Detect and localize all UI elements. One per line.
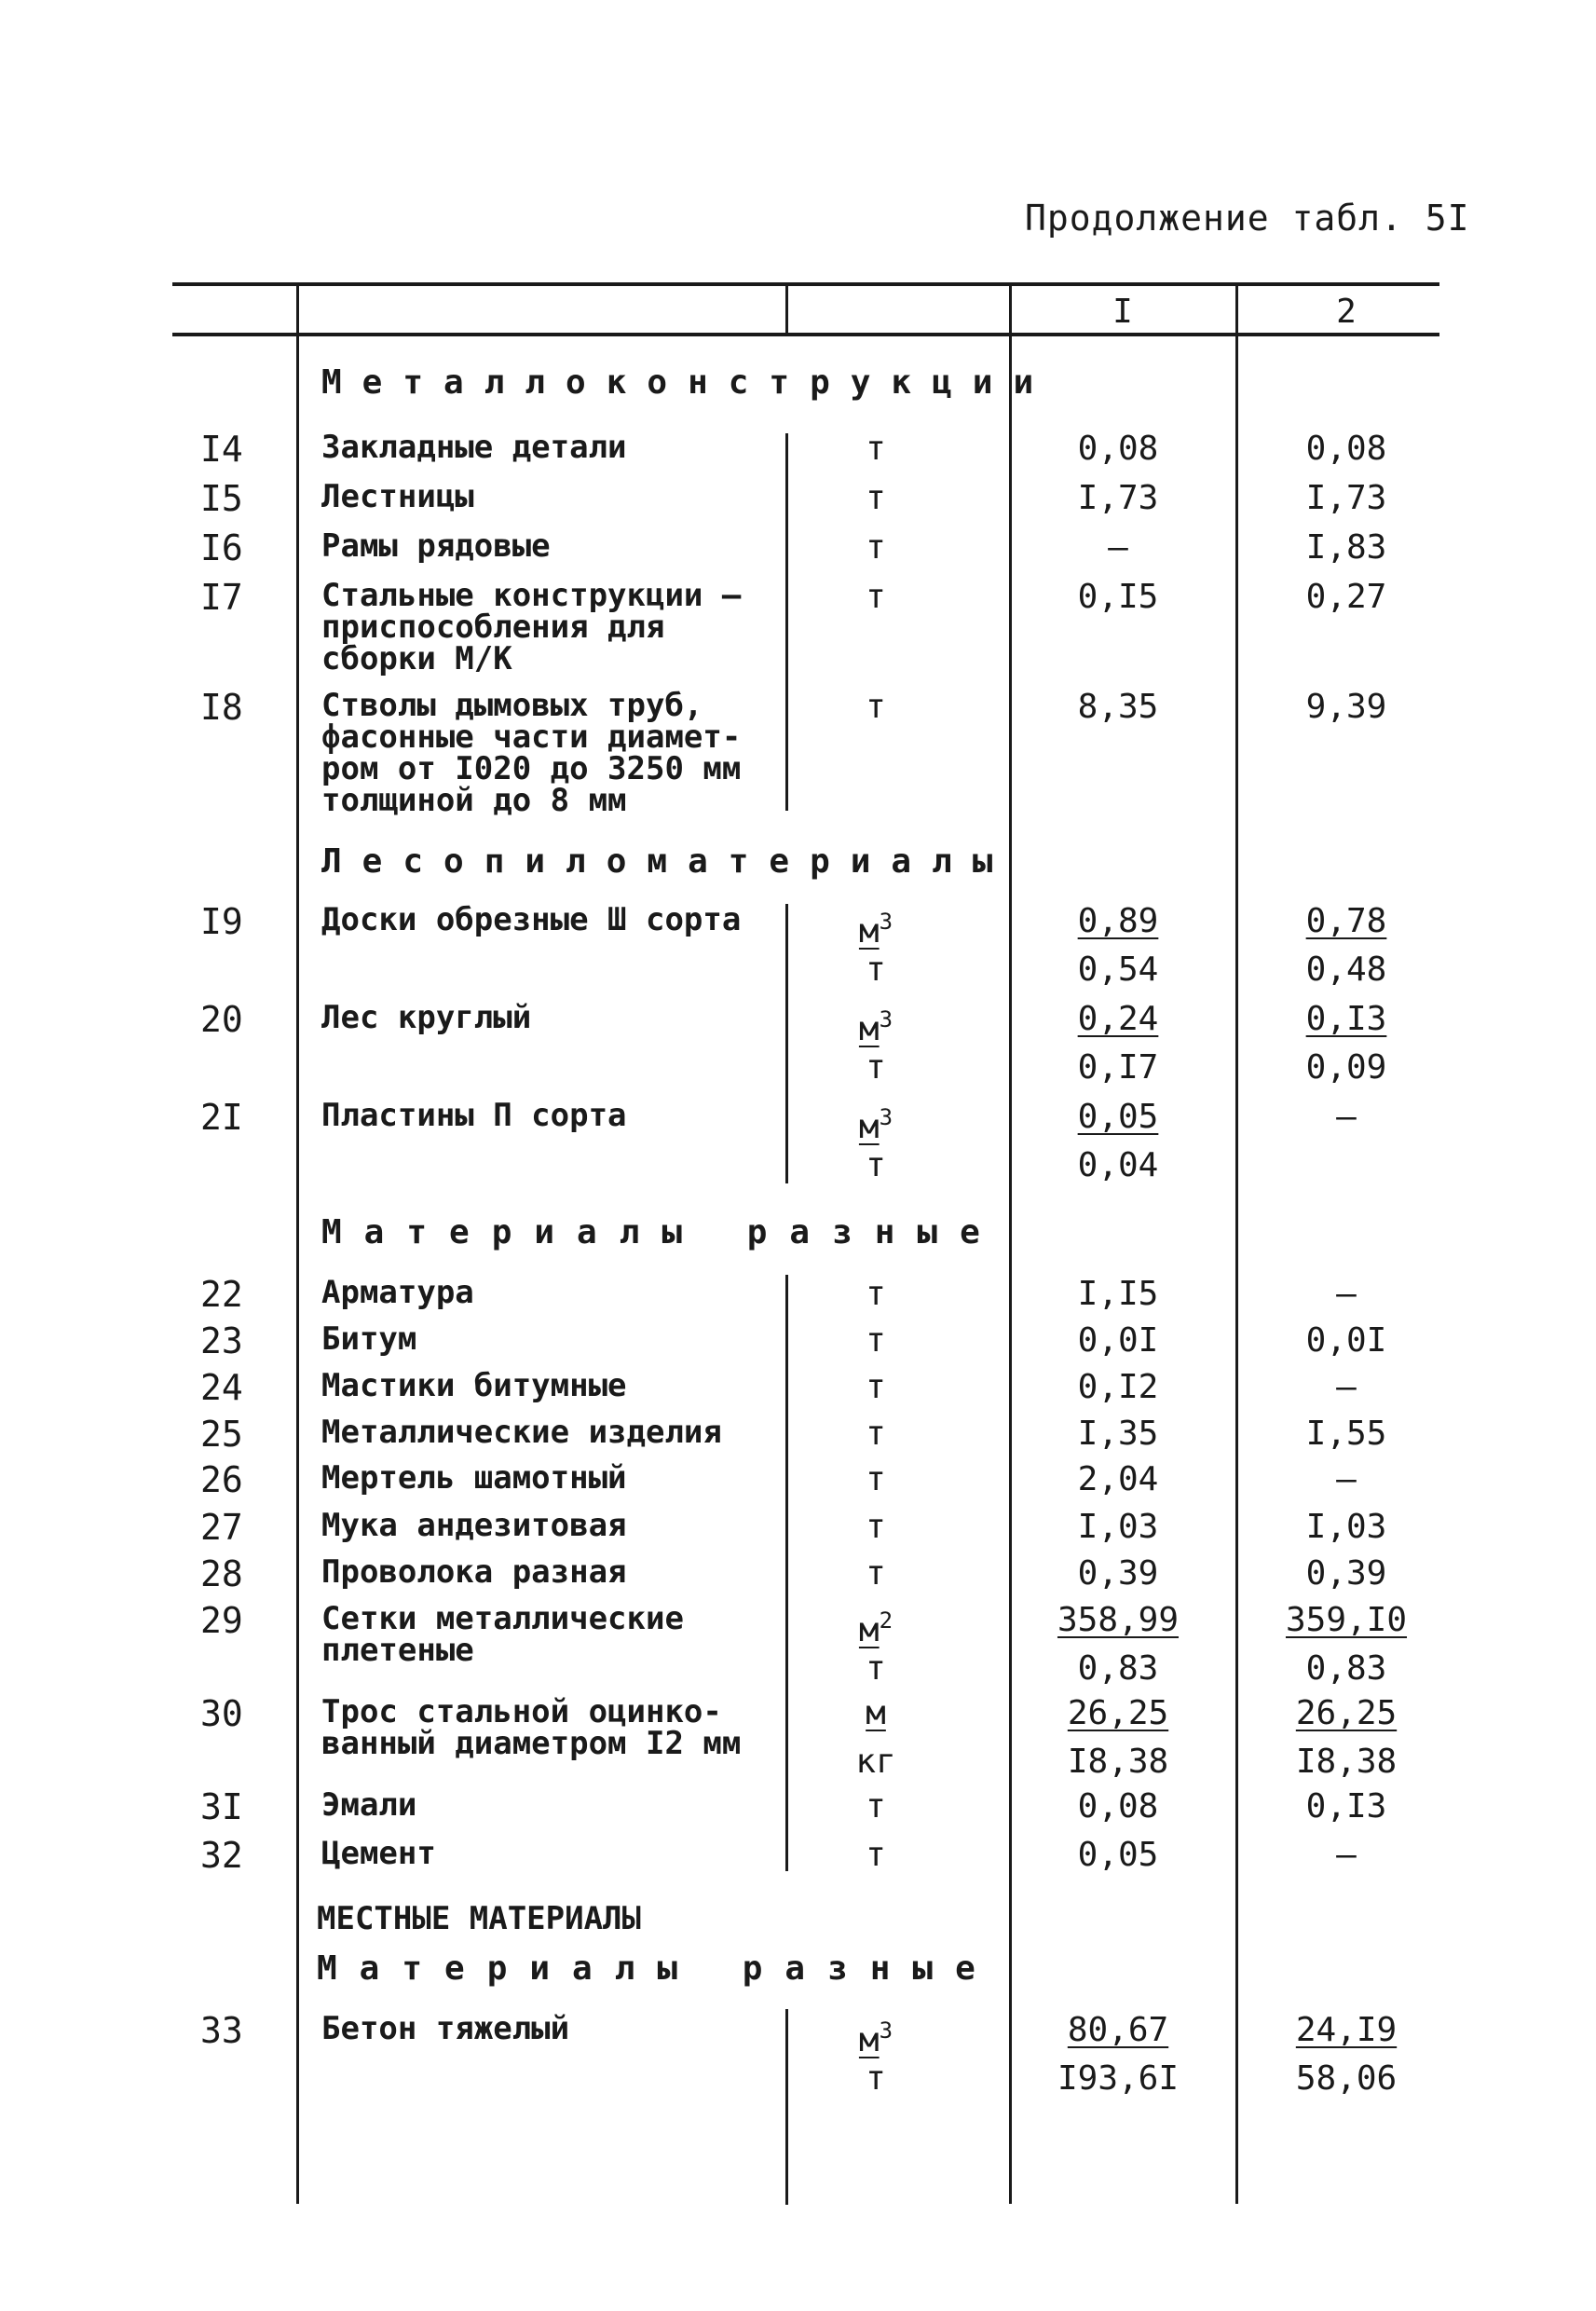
unit-divider-misc bbox=[785, 1275, 788, 1871]
row-unit: $м^3$ bbox=[858, 909, 893, 950]
row-value-col2: – bbox=[1336, 1368, 1357, 1406]
row-number: I4 bbox=[200, 429, 243, 470]
row-unit: т bbox=[866, 1048, 886, 1087]
row-value-col1: 0,0I bbox=[1077, 1321, 1159, 1360]
row-value-col1: 0,04 bbox=[1077, 1146, 1159, 1184]
section-local: МЕСТНЫЕ МАТЕРИАЛЫ bbox=[317, 1900, 641, 1937]
row-name-line: Мертель шамотный bbox=[321, 1459, 627, 1497]
row-number: I8 bbox=[200, 687, 243, 728]
header-col2: 2 bbox=[1336, 293, 1357, 331]
row-value-col2: 9,39 bbox=[1305, 688, 1387, 726]
row-unit: т bbox=[866, 1275, 886, 1313]
row-number: 3I bbox=[200, 1786, 243, 1827]
row-name-line: Лестницы bbox=[321, 478, 474, 515]
row-value-col2: 0,I3 bbox=[1305, 1787, 1387, 1826]
row-name-line: Стальные конструкции – bbox=[321, 577, 742, 614]
column-divider-values bbox=[1009, 282, 1012, 2204]
row-unit: $м^2$ bbox=[858, 1607, 893, 1649]
column-divider-number bbox=[296, 282, 299, 2204]
row-value-col2: 359,I0 bbox=[1285, 1601, 1408, 1639]
row-number: 20 bbox=[200, 999, 243, 1040]
row-unit: $м^3$ bbox=[858, 1104, 893, 1146]
row-name-line: Трос стальной оцинко- bbox=[321, 1693, 722, 1730]
row-name-line: Проволока разная bbox=[321, 1553, 627, 1591]
row-name-line: Рамы рядовые bbox=[321, 527, 551, 565]
row-value-col1: I,I5 bbox=[1077, 1275, 1159, 1313]
row-value-col1: 8,35 bbox=[1077, 688, 1159, 726]
row-value-col1: I93,6I bbox=[1057, 2059, 1180, 2098]
row-number: I9 bbox=[200, 901, 243, 942]
row-unit: м bbox=[866, 1694, 886, 1732]
row-number: I5 bbox=[200, 478, 243, 519]
row-number: 22 bbox=[200, 1274, 243, 1315]
section-wood: Лесопиломатериалы bbox=[321, 842, 1014, 881]
row-value-col2: – bbox=[1336, 1098, 1357, 1136]
row-number: 27 bbox=[200, 1507, 243, 1548]
row-value-col2: I,73 bbox=[1305, 479, 1387, 517]
row-value-col1: 0,83 bbox=[1077, 1649, 1159, 1688]
row-value-col2: 0,08 bbox=[1305, 430, 1387, 468]
row-number: 28 bbox=[200, 1553, 243, 1594]
section-misc-local: Материалы разные bbox=[317, 1949, 998, 1988]
row-value-col1: 26,25 bbox=[1067, 1694, 1169, 1732]
row-value-col2: 0,27 bbox=[1305, 578, 1387, 616]
row-number: 23 bbox=[200, 1320, 243, 1361]
unit-divider-metal bbox=[785, 433, 788, 811]
row-value-col1: 0,I2 bbox=[1077, 1368, 1159, 1406]
column-divider-col2 bbox=[1235, 282, 1238, 2204]
row-value-col1: 2,04 bbox=[1077, 1460, 1159, 1498]
row-name-line: Закладные детали bbox=[321, 429, 627, 466]
row-value-col1: 0,08 bbox=[1077, 430, 1159, 468]
row-unit: т bbox=[866, 479, 886, 517]
row-name-line: ром от I020 до 3250 мм bbox=[321, 750, 742, 787]
row-value-col2: – bbox=[1336, 1275, 1357, 1313]
row-number: 30 bbox=[200, 1693, 243, 1734]
row-value-col2: 26,25 bbox=[1295, 1694, 1398, 1732]
row-unit: т bbox=[866, 1554, 886, 1593]
row-name-line: Металлические изделия bbox=[321, 1414, 722, 1451]
section-misc: Материалы разные bbox=[321, 1213, 1003, 1251]
section-metal: Металлоконструкции bbox=[321, 363, 1055, 402]
row-unit: т bbox=[866, 1787, 886, 1826]
row-unit: т bbox=[866, 1368, 886, 1406]
row-name-line: Пластины П сорта bbox=[321, 1097, 627, 1134]
row-value-col2: 58,06 bbox=[1295, 2059, 1398, 2098]
row-unit: $м^3$ bbox=[858, 2017, 893, 2059]
row-value-col2: 0,I3 bbox=[1305, 1000, 1387, 1038]
row-unit: т bbox=[866, 688, 886, 726]
row-unit: т bbox=[866, 1508, 886, 1546]
row-number: 25 bbox=[200, 1414, 243, 1455]
row-unit: т bbox=[866, 2059, 886, 2098]
row-value-col1: 0,I7 bbox=[1077, 1048, 1159, 1087]
row-unit: т bbox=[866, 1460, 886, 1498]
row-value-col1: 0,24 bbox=[1077, 1000, 1159, 1038]
row-name-line: Бетон тяжелый bbox=[321, 2010, 570, 2047]
row-name-line: Лес круглый bbox=[321, 999, 532, 1036]
row-value-col1: I,73 bbox=[1077, 479, 1159, 517]
row-name-line: Доски обрезные Ш сорта bbox=[321, 901, 742, 938]
row-number: I7 bbox=[200, 577, 243, 618]
header-col1: I bbox=[1112, 293, 1133, 331]
row-unit: т bbox=[866, 1649, 886, 1688]
row-name-line: Эмали bbox=[321, 1786, 417, 1824]
row-value-col2: 0,0I bbox=[1305, 1321, 1387, 1360]
row-value-col2: 0,83 bbox=[1305, 1649, 1387, 1688]
row-number: 32 bbox=[200, 1835, 243, 1876]
row-value-col1: 0,54 bbox=[1077, 950, 1159, 989]
unit-divider-wood bbox=[785, 904, 788, 1183]
row-unit: т bbox=[866, 1146, 886, 1184]
row-value-col1: 358,99 bbox=[1057, 1601, 1180, 1639]
row-unit: т bbox=[866, 1836, 886, 1874]
row-value-col2: – bbox=[1336, 1836, 1357, 1874]
row-name-line: толщиной до 8 мм bbox=[321, 782, 627, 819]
row-number: 24 bbox=[200, 1367, 243, 1408]
row-value-col1: I,35 bbox=[1077, 1415, 1159, 1453]
row-value-col2: I8,38 bbox=[1295, 1743, 1398, 1781]
row-number: 29 bbox=[200, 1600, 243, 1641]
row-value-col1: 80,67 bbox=[1067, 2011, 1169, 2049]
row-value-col1: I,03 bbox=[1077, 1508, 1159, 1546]
row-value-col2: I,03 bbox=[1305, 1508, 1387, 1546]
row-unit: т bbox=[866, 950, 886, 989]
row-name-line: Сетки металлические bbox=[321, 1600, 684, 1637]
row-name-line: Битум bbox=[321, 1320, 417, 1358]
row-unit: $м^3$ bbox=[858, 1006, 893, 1048]
row-number: I6 bbox=[200, 527, 243, 568]
row-name-line: Мастики битумные bbox=[321, 1367, 627, 1404]
row-value-col1: I8,38 bbox=[1067, 1743, 1169, 1781]
row-value-col2: 24,I9 bbox=[1295, 2011, 1398, 2049]
row-value-col2: I,83 bbox=[1305, 528, 1387, 567]
row-unit: т bbox=[866, 1321, 886, 1360]
row-value-col2: – bbox=[1336, 1460, 1357, 1498]
unit-divider-local bbox=[785, 2009, 788, 2205]
row-name-line: Цемент bbox=[321, 1835, 436, 1872]
row-value-col2: I,55 bbox=[1305, 1415, 1387, 1453]
row-name-line: плетеные bbox=[321, 1632, 474, 1669]
row-value-col1: 0,I5 bbox=[1077, 578, 1159, 616]
row-value-col1: 0,05 bbox=[1077, 1836, 1159, 1874]
row-value-col2: 0,09 bbox=[1305, 1048, 1387, 1087]
row-name-line: Стволы дымовых труб, bbox=[321, 687, 703, 724]
table-caption: Продолжение табл. 5I bbox=[1025, 198, 1470, 239]
row-name-line: приспособления для bbox=[321, 609, 665, 646]
row-number: 33 bbox=[200, 2010, 243, 2051]
row-value-col2: 0,78 bbox=[1305, 902, 1387, 940]
row-name-line: сборки М/К bbox=[321, 640, 512, 677]
row-value-col1: – bbox=[1108, 528, 1128, 567]
column-divider-unit-header bbox=[785, 282, 788, 335]
row-value-col2: 0,48 bbox=[1305, 950, 1387, 989]
row-name-line: Арматура bbox=[321, 1274, 474, 1311]
row-number: 26 bbox=[200, 1459, 243, 1500]
row-unit: т bbox=[866, 528, 886, 567]
table-top-rule bbox=[172, 282, 1439, 286]
header-bottom-rule bbox=[172, 333, 1439, 336]
row-name-line: ванный диаметром I2 мм bbox=[321, 1725, 742, 1762]
row-value-col1: 0,89 bbox=[1077, 902, 1159, 940]
row-value-col1: 0,05 bbox=[1077, 1098, 1159, 1136]
row-unit: т bbox=[866, 430, 886, 468]
row-number: 2I bbox=[200, 1097, 243, 1138]
row-unit: т bbox=[866, 1415, 886, 1453]
row-value-col1: 0,39 bbox=[1077, 1554, 1159, 1593]
row-value-col2: 0,39 bbox=[1305, 1554, 1387, 1593]
row-name-line: фасонные части диамет- bbox=[321, 718, 742, 756]
row-unit: кг bbox=[855, 1743, 896, 1781]
row-value-col1: 0,08 bbox=[1077, 1787, 1159, 1826]
row-unit: т bbox=[866, 578, 886, 616]
row-name-line: Мука андезитовая bbox=[321, 1507, 627, 1544]
